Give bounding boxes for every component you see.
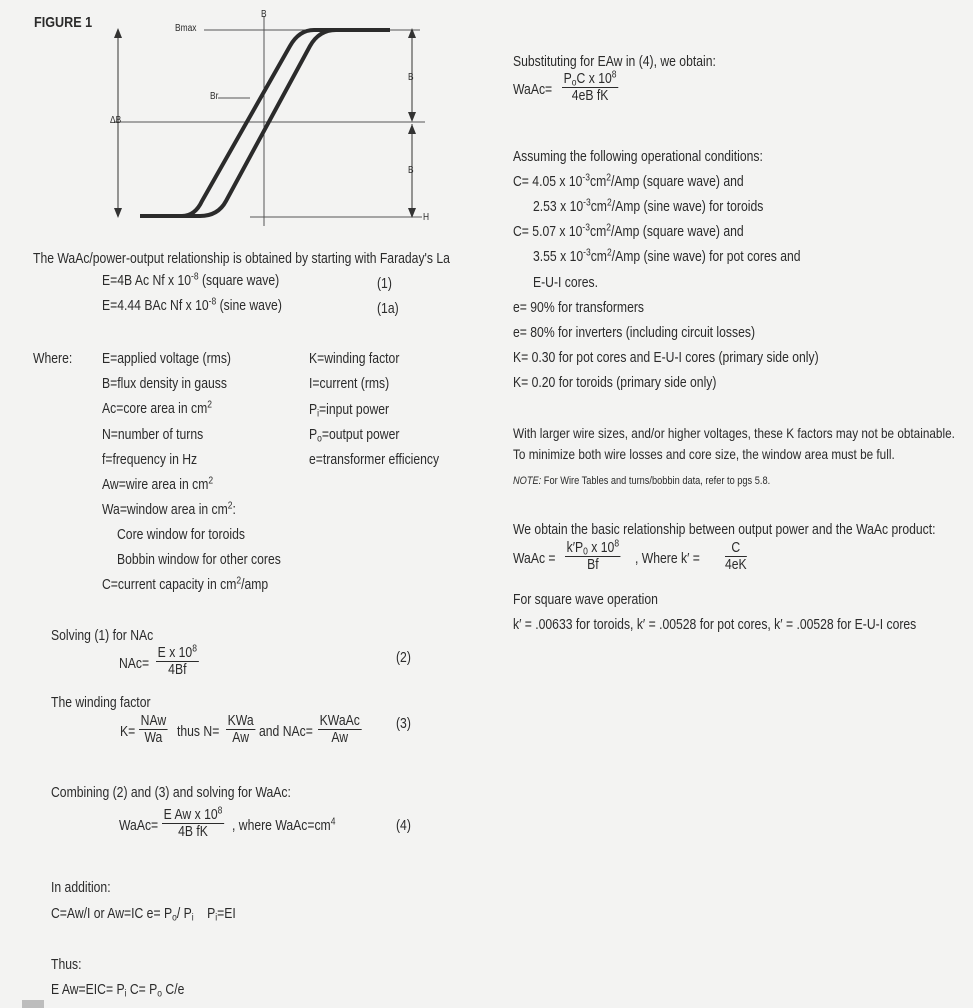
equation-1: E=4B Ac Nf x $10^{-8}$ (square wave)	[102, 271, 280, 289]
larger-wire-line2: To minimize both wire losses and core size, the window area must be full.	[513, 446, 895, 462]
k-prime-fraction: $\frac{C}{4eK}$	[725, 540, 747, 573]
and-nac-text: and NAc=	[259, 724, 313, 740]
condition-c1: C= 4.05 x $10^{-3}cm^2$/Amp (square wave) and	[513, 172, 744, 190]
b-axis-label: B	[261, 9, 267, 20]
def-efficiency: e=transformer efficiency	[309, 452, 440, 468]
thus-text: Thus:	[51, 957, 82, 973]
h-axis-label: H	[423, 212, 430, 223]
where-k-text: , Where k′ =	[635, 551, 700, 567]
condition-e2: e= 80% for inverters (including circuit losses)	[513, 325, 756, 341]
def-f: f=frequency in Hz	[102, 452, 198, 468]
def-wa: Wa=window area in $cm^2$:	[102, 500, 236, 518]
solving-text: Solving (1) for NAc	[51, 628, 154, 644]
condition-k2: K= 0.20 for toroids (primary side only)	[513, 375, 717, 391]
k-fraction: NAw Wa	[140, 713, 167, 746]
square-wave-operation: For square wave operation	[513, 592, 658, 608]
condition-c5: E-U-I cores.	[533, 275, 598, 291]
k-prime-values: k′ = .00633 for toroids, k′ = .00528 for pot cores, k′ = .00528 for E-U-I cores	[513, 617, 917, 633]
assuming-text: Assuming the following operational conditions:	[513, 149, 763, 165]
def-k: K=winding factor	[309, 351, 400, 367]
equation-1a-number: (1a)	[377, 301, 399, 317]
where-label: Where:	[33, 351, 73, 367]
where-waac-text: , where $WaAc=cm^4$	[232, 816, 336, 834]
def-po: $P_o=output$ power	[309, 427, 400, 445]
def-aw: Aw=wire area in $cm^2$	[102, 475, 214, 493]
equation-1-number: (1)	[377, 276, 392, 292]
def-c: C=current capacity in $cm^2$/amp	[102, 575, 269, 593]
def-ac: Ac=core area in $cm^2$	[102, 399, 213, 417]
nac-lhs: NAc=	[119, 656, 150, 672]
substituting-text: Substituting for EAw in (4), we obtain:	[513, 54, 716, 70]
def-bobbin-window: Bobbin window for other cores	[117, 552, 281, 568]
condition-c4: 3.55 x $10^{-3}cm^2$/Amp (sine wave) for pot cores and	[533, 247, 801, 265]
nac-fraction: $\frac{E x 10^8}{4Bf}$	[157, 643, 197, 678]
relations-line: C=Aw/I or Aw=IC $e= P_o/$ $P_i$ $P_i=EI$	[51, 906, 236, 924]
def-e: E=applied voltage (rms)	[102, 351, 231, 367]
equation-2-number: (2)	[396, 650, 411, 666]
condition-e1: e= 90% for transformers	[513, 300, 645, 316]
final-relation: E $Aw=EIC= P_i$ $C= P_o$ C/e	[51, 982, 185, 1000]
in-addition-text: In addition:	[51, 880, 111, 896]
def-b: B=flux density in gauss	[102, 376, 227, 392]
page-corner-marker	[22, 1000, 44, 1008]
def-core-window: Core window for toroids	[117, 527, 245, 543]
equation-4-number: (4)	[396, 818, 411, 834]
condition-c2: 2.53 x $10^{-3}cm^2$/Amp (sine wave) for toroids	[533, 197, 764, 215]
waac-fraction: $\frac{E Aw x 10^8}{\text{4B fK}}$	[163, 805, 223, 840]
br-label: Br	[210, 91, 219, 102]
nac2-fraction: KWaAc Aw	[319, 713, 360, 746]
winding-factor-text: The winding factor	[51, 695, 151, 711]
note-line: NOTE: For Wire Tables and turns/bobbin data, refer to pgs 5.8.	[513, 475, 771, 487]
delta-b-label: ΔB	[110, 115, 122, 126]
waac2-fraction: $\frac{k'P_0 x 10^8}{Bf}$	[566, 538, 620, 573]
thus-n-text: thus N=	[177, 724, 220, 740]
equation-1a: E=4.44 BAc Nf x $10^{-8}$ (sine wave)	[102, 296, 282, 314]
k-lhs: K=	[120, 724, 136, 740]
figure-title: FIGURE 1	[34, 14, 93, 31]
waac-right-fraction: $P_oC$ x $10^8$ 4eB fK	[563, 69, 617, 104]
b-upper-label: B	[408, 72, 414, 83]
combining-text: Combining (2) and (3) and solving for WaAc:	[51, 785, 291, 801]
condition-k1: K= 0.30 for pot cores and E-U-I cores (primary side only)	[513, 350, 819, 366]
waac-lhs: WaAc=	[119, 818, 159, 834]
def-i: I=current (rms)	[309, 376, 390, 392]
equation-3-number: (3)	[396, 716, 411, 732]
larger-wire-line1: With larger wire sizes, and/or higher voltages, these K factors may not be obtainable.	[513, 425, 955, 441]
intro-text: The WaAc/power-output relationship is obtained by starting with Faraday's La	[33, 251, 450, 267]
bmax-label: Bmax	[175, 23, 197, 34]
basic-relationship-text: We obtain the basic relationship between output power and the WaAc product:	[513, 522, 936, 538]
b-lower-label: B	[408, 165, 414, 176]
condition-c3: C= 5.07 x $10^{-3}cm^2$/Amp (square wave) and	[513, 222, 744, 240]
waac-right-lhs: WaAc=	[513, 82, 553, 98]
bh-hysteresis-curve	[100, 6, 440, 231]
def-pi: $P_i=input$ power	[309, 402, 390, 420]
def-n: N=number of turns	[102, 427, 204, 443]
waac2-lhs: WaAc =	[513, 551, 556, 567]
n-fraction: KWa Aw	[227, 713, 254, 746]
